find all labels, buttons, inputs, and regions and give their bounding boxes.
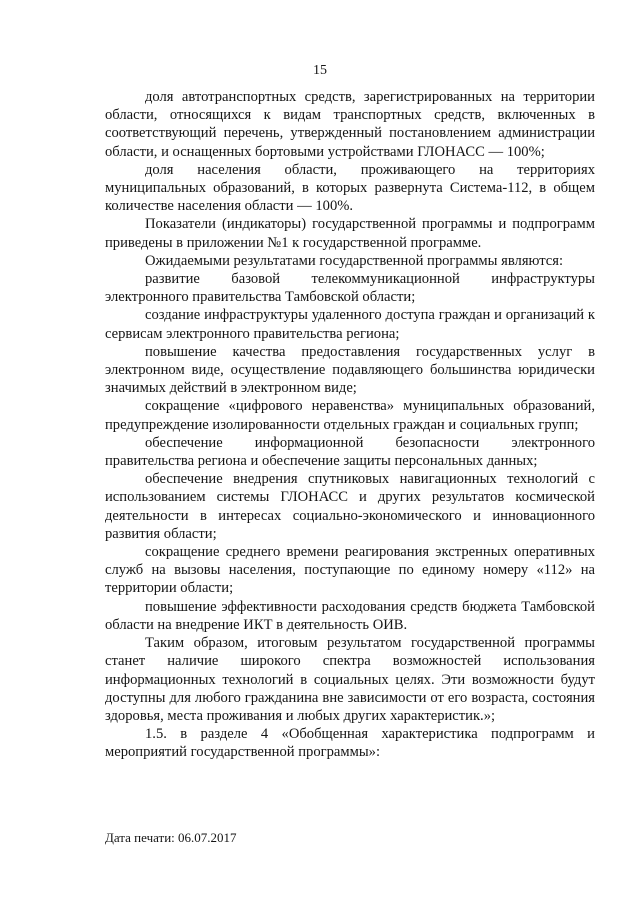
print-date-value: 06.07.2017: [178, 830, 237, 845]
paragraph: обеспечение внедрения спутниковых навигационных технологий с использованием системы ГЛОНАСС и других результатов космической деятельности в интересах социально-экономического и инновационного развития области;: [105, 471, 595, 542]
paragraph: создание инфраструктуры удаленного доступа граждан и организаций к сервисам электронного правительства региона;: [105, 307, 595, 342]
paragraph: Показатели (индикаторы) государственной программы и подпрограмм приведены в приложении №1 к государственной программе.: [105, 216, 595, 251]
paragraph: повышение качества предоставления государственных услуг в электронном виде, осуществление подавляющего большинства юридически значимых действий в электронном виде;: [105, 343, 595, 397]
paragraph: развитие базовой телекоммуникационной инфраструктуры электронного правительства Тамбовской области;: [105, 271, 595, 306]
print-date-label: Дата печати:: [105, 830, 175, 845]
page-number: 15: [313, 63, 327, 78]
paragraph: доля автотранспортных средств, зарегистрированных на территории области, относящихся к видам транспортных средств, включенных в соответствующий перечень, утвержденный постановлением администрации области, и оснащенных бортовыми устройствами ГЛОНАСС — 100%;: [105, 89, 595, 160]
paragraph: доля населения области, проживающего на территориях муниципальных образований, в которых развернута Система-112, в общем количестве населения области — 100%.: [105, 161, 595, 215]
paragraph: обеспечение информационной безопасности электронного правительства региона и обеспечение защиты персональных данных;: [105, 434, 595, 470]
paragraph: Таким образом, итоговым результатом государственной программы станет наличие широкого спектра возможностей использования информационных технологий в социальных целях. Эти возможности будут доступны для любого гражданина вне зависимости от его возраста, состояния здоровья, места проживания и любых других характеристик.»;: [105, 635, 595, 724]
print-date: [105, 830, 237, 846]
paragraph: сокращение «цифрового неравенства» муниципальных образований, предупреждение изолированности отдельных граждан и социальных групп;: [105, 398, 595, 433]
paragraph: сокращение среднего времени реагирования экстренных оперативных служб на вызовы населения, поступающие по единому номеру «112» на территории области;: [105, 544, 595, 597]
body-text: [105, 88, 595, 762]
paragraph: повышение эффективности расходования средств бюджета Тамбовской области на внедрение ИКТ в деятельность ОИВ.: [105, 598, 595, 633]
paragraph: Ожидаемыми результатами государственной программы являются:: [145, 252, 564, 269]
paragraph: 1.5. в разделе 4 «Обобщенная характеристика подпрограмм и мероприятий государственной программы»:: [105, 726, 595, 761]
